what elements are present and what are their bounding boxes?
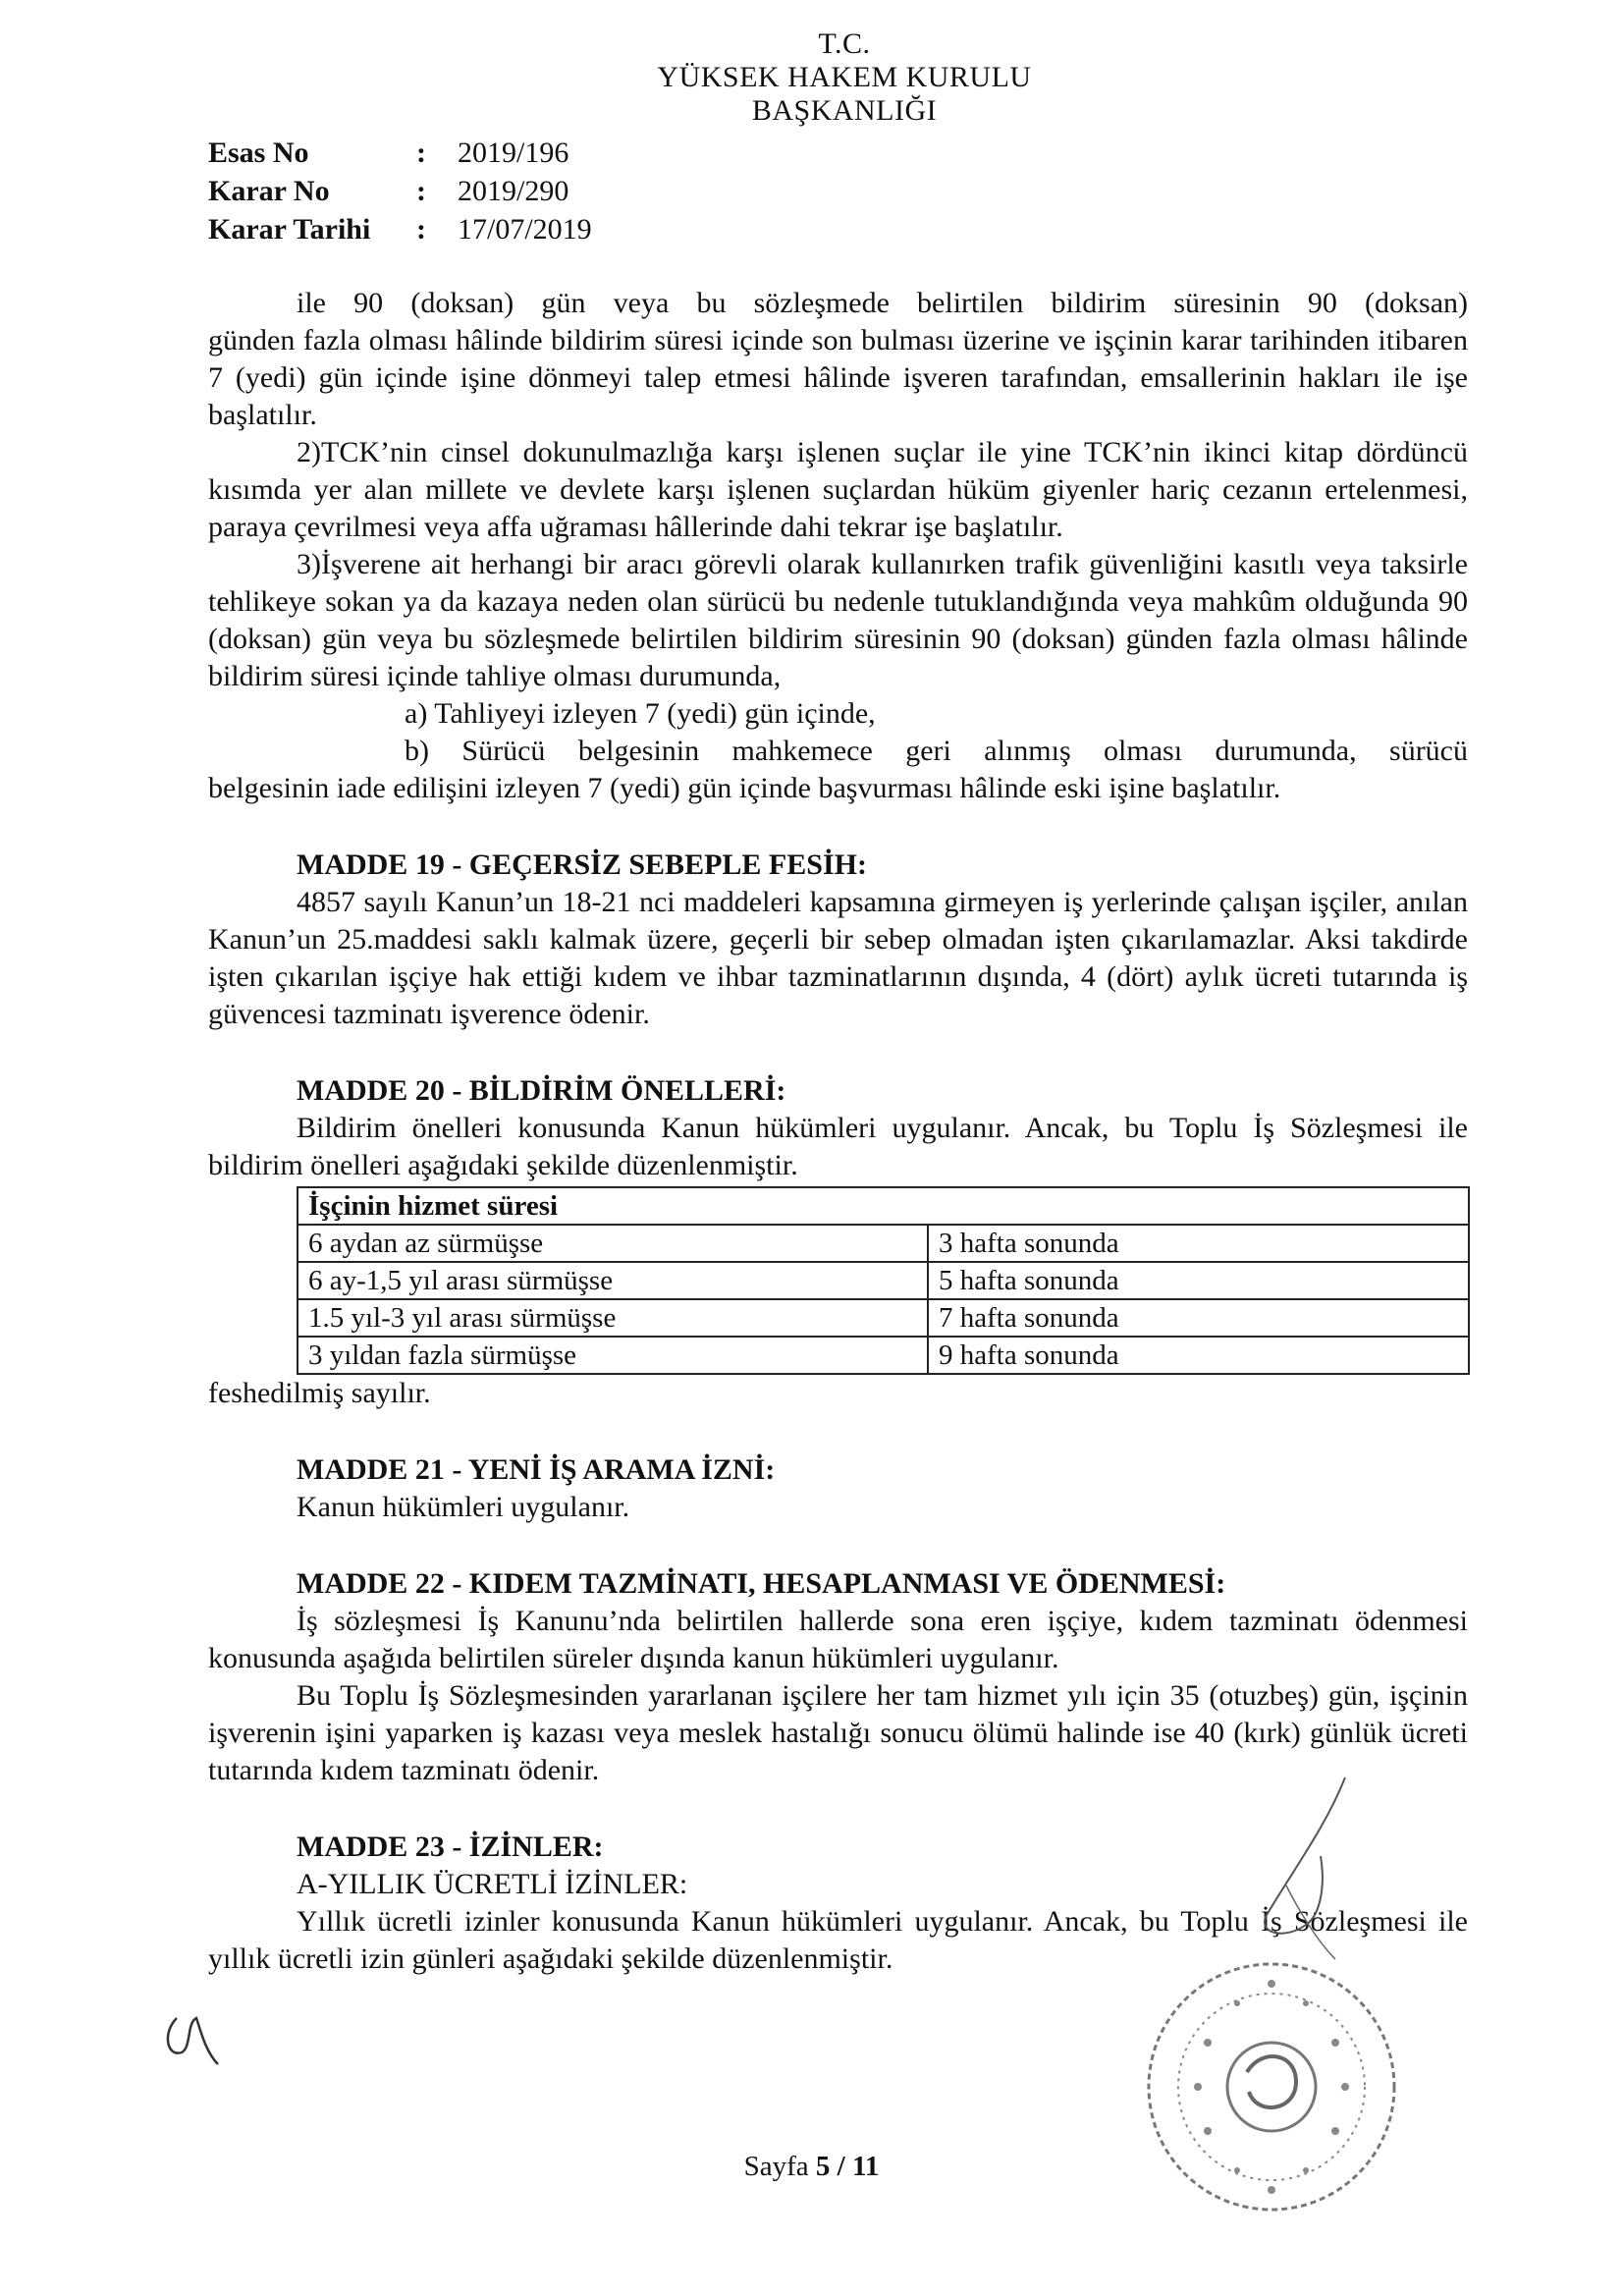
header-line-institution: YÜKSEK HAKEM KURULU	[657, 61, 1032, 93]
meta-colon: :	[416, 175, 426, 207]
meta-row-esas	[208, 134, 592, 172]
table-row	[298, 1262, 1469, 1299]
section-heading-madde-23: MADDE 23 - İZİNLER:	[297, 1831, 604, 1863]
paragraph: Kanun hükümleri uygulanır.	[297, 1491, 630, 1523]
meta-colon: :	[416, 137, 426, 169]
table-cell-duration: 3 yıldan fazla sürmüşse	[298, 1337, 928, 1374]
table-header-row	[298, 1187, 1469, 1225]
table-row	[298, 1299, 1469, 1337]
paragraph: Yıllık ücretli izinler konusunda Kanun hükümleri uygulanır. Ancak, bu Toplu İş Sözleşmesi ile yıllık ücretli izin günleri aşağıdaki şekilde düzenlenmiştir.	[208, 1905, 1468, 1975]
table-header-cell: İşçinin hizmet süresi	[298, 1187, 1469, 1225]
paragraph: Bu Toplu İş Sözleşmesinden yararlanan işçilere her tam hizmet yılı için 35 (otuzbeş) gün, işçinin işverenin işini yaparken iş kazası veya meslek hastalığı sonucu ölümü halinde ise 40 (kırk) günlük ücreti tutarında kıdem tazminatı ödenir.	[208, 1679, 1468, 1786]
table-cell-notice: 9 hafta sonunda	[928, 1337, 1469, 1374]
paragraph: 3)İşverene ait herhangi bir aracı görevli olarak kullanırken trafik güvenliğini kasıtlı veya taksirle tehlikeye sokan ya da kazaya neden olan sürücü bu nedenle tutuklandığında veya mahkûm olduğunda 90 (doksan) gün veya bu sözleşmede belirtilen bildirim süresinin 90 (doksan) günden fazla olması hâlinde bildirim süresi içinde tahliye olması durumunda,	[208, 548, 1468, 692]
document-header	[589, 27, 1100, 128]
paragraph: 2)TCK’nin cinsel dokunulmazlığa karşı işlenen suçlar ile yine TCK’nin ikinci kitap dördüncü kısımda yer alan millete ve devlete karşı işlenen suçlardan hüküm giyenler hariç cezanın ertelenmesi, paraya çevrilmesi veya affa uğraması hâllerinde dahi tekrar işe başlatılır.	[208, 436, 1468, 543]
paragraph: Bildirim önelleri konusunda Kanun hükümleri uygulanır. Ancak, bu Toplu İş Sözleşmesi ile bildirim önelleri aşağıdaki şekilde düzenlenmiştir.	[208, 1112, 1468, 1181]
paragraph: İş sözleşmesi İş Kanunu’nda belirtilen hallerde sona eren işçiye, kıdem tazminatı ödenmesi konusunda aşağıda belirtilen süreler dışında kanun hükümleri uygulanır.	[208, 1605, 1468, 1674]
paragraph: günden fazla olması hâlinde bildirim süresi içinde son bulması üzerine ve işçinin karar tarihinden itibaren 7 (yedi) gün içinde işine dönmeyi talep etmesi hâlinde işveren tarafından, emsallerinin hakları ile işe başlatılır.	[208, 324, 1468, 431]
meta-label: Esas No	[208, 137, 309, 169]
table-cell-duration: 6 ay-1,5 yıl arası sürmüşse	[298, 1262, 928, 1299]
header-line-tc: T.C.	[818, 27, 871, 60]
page-footer	[0, 2151, 1623, 2183]
case-meta	[208, 134, 592, 248]
paragraph: feshedilmiş sayılır.	[208, 1377, 431, 1409]
table-cell-duration: 6 aydan az sürmüşse	[298, 1225, 928, 1262]
section-heading-madde-22: MADDE 22 - KIDEM TAZMİNATI, HESAPLANMASI VE ÖDENMESİ:	[297, 1567, 1226, 1600]
table-cell-notice: 5 hafta sonunda	[928, 1262, 1469, 1299]
paragraph: a) Tahliyeyi izleyen 7 (yedi) gün içinde,	[405, 697, 876, 730]
meta-value: 2019/290	[458, 175, 569, 207]
handwritten-initial-icon	[157, 2003, 226, 2072]
table-row	[298, 1337, 1469, 1374]
header-line-presidency: BAŞKANLIĞI	[751, 94, 938, 127]
signature-icon	[1227, 1768, 1365, 1964]
notice-period-table	[297, 1186, 1470, 1375]
subsection-heading: A-YILLIK ÜCRETLİ İZİNLER:	[297, 1868, 688, 1900]
paragraph: belgesinin iade edilişini izleyen 7 (yedi) gün içinde başvurması hâlinde eski işine başlatılır.	[208, 772, 1281, 804]
table-row	[298, 1225, 1469, 1262]
meta-label: Karar No	[208, 175, 330, 207]
meta-label: Karar Tarihi	[208, 213, 371, 246]
table-cell-notice: 7 hafta sonunda	[928, 1299, 1469, 1337]
paragraph: 4857 sayılı Kanun’un 18-21 nci maddeleri kapsamına girmeyen iş yerlerinde çalışan işçiler, anılan Kanun’un 25.maddesi saklı kalmak üzere, geçerli bir sebep olmadan işten çıkarılamazlar. Aksi takdirde işten çıkarılan işçiye hak ettiği kıdem ve ihbar tazminatlarının dışında, 4 (dört) aylık ücreti tutarında iş güvencesi tazminatı işverence ödenir.	[208, 886, 1468, 1030]
meta-row-tarih	[208, 210, 592, 248]
meta-colon: :	[416, 213, 426, 246]
section-heading-madde-19: MADDE 19 - GEÇERSİZ SEBEPLE FESİH:	[297, 848, 867, 881]
table-cell-notice: 3 hafta sonunda	[928, 1225, 1469, 1262]
document-body	[208, 285, 1468, 1978]
meta-value: 2019/196	[458, 137, 569, 169]
meta-row-karar	[208, 172, 592, 210]
section-heading-madde-20: MADDE 20 - BİLDİRİM ÖNELLERİ:	[297, 1074, 786, 1107]
section-heading-madde-21: MADDE 21 - YENİ İŞ ARAMA İZNİ:	[297, 1453, 776, 1486]
paragraph: ile 90 (doksan) gün veya bu sözleşmede belirtilen bildirim süresinin 90 (doksan)	[297, 287, 1468, 319]
page-number: 5 / 11	[815, 2151, 880, 2182]
table-cell-duration: 1.5 yıl-3 yıl arası sürmüşse	[298, 1299, 928, 1337]
meta-value: 17/07/2019	[458, 213, 592, 246]
page-label: Sayfa	[743, 2151, 816, 2182]
paragraph: b) Sürücü belgesinin mahkemece geri alınmış olması durumunda, sürücü	[405, 735, 1468, 767]
